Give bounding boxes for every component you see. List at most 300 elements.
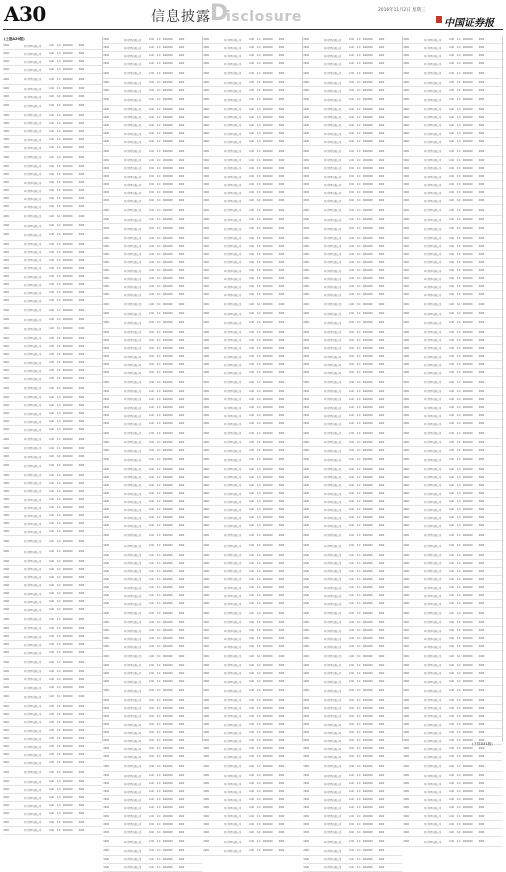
table-cell: 基金管理有限公司 [23,283,42,287]
table-cell: 0000000 [62,87,73,91]
table-cell: 基金管理有限公司 [423,199,442,203]
table-cell: 0000000 [62,344,73,348]
table-cell: 0000 [203,822,210,826]
table-row [403,804,502,812]
table-cell: 0000 [178,814,185,818]
table-cell: 0000 [3,308,10,312]
table-cell: 0.0 [256,227,261,231]
table-cell: 0000000 [62,164,73,168]
table-cell: 0.00 [349,830,354,834]
table-cell: 0.00 [249,577,254,581]
table-cell: 0000 [178,774,185,778]
table-cell: 0000000 [362,764,373,768]
table-row [303,235,402,243]
table-cell: 0000 [403,269,410,273]
table-cell: 0000 [303,822,310,826]
table-cell: 0000000 [162,107,173,111]
table-cell: 基金管理有限公司 [23,729,42,733]
table-cell: 0.0 [156,89,161,93]
table-cell: 0000 [3,266,10,270]
table-cell: 0000000 [262,414,273,418]
table-cell: 0000 [178,645,185,649]
table-cell: 基金管理有限公司 [123,554,142,558]
table-cell: 0000000 [462,191,473,195]
table-cell: 0.00 [449,723,454,727]
table-cell: 0000 [178,798,185,802]
table-cell: 0000 [378,191,385,195]
table-cell: 0.0 [356,38,361,42]
table-row [403,498,502,506]
table-cell: 0000000 [262,671,273,675]
table-row [103,514,202,522]
table-cell: 0000000 [62,283,73,287]
table-cell: 0.0 [256,483,261,487]
table-cell: 0000000 [362,500,373,504]
table-cell: 0.00 [149,483,154,487]
table-cell: 0.0 [56,412,61,416]
table-row [3,472,102,480]
table-row [303,753,402,761]
table-cell: 0000000 [362,363,373,367]
table-cell: 0000000 [462,54,473,58]
table-row [3,85,102,93]
table-cell: 0000 [78,283,85,287]
table-row [403,552,502,560]
table-cell: 0000000 [262,594,273,598]
table-cell: 0000 [203,755,210,759]
table-cell: 0000 [103,553,110,557]
table-row [303,592,402,600]
table-cell: 0.0 [256,508,261,512]
table-cell: 0.0 [256,330,261,334]
table-cell: 0000 [3,77,10,81]
table-cell: 0.00 [149,467,154,471]
table-row [103,197,202,205]
table-cell: 0000 [478,544,485,548]
table-cell: 0000000 [462,467,473,471]
table-cell: 0000000 [362,475,373,479]
table-row [3,195,102,203]
table-cell: 基金管理有限公司 [123,441,142,445]
table-cell: 0000000 [162,714,173,718]
table-cell: 基金管理有限公司 [423,116,442,120]
table-cell: 0000000 [462,755,473,759]
table-cell: 0000 [403,814,410,818]
table-cell: 0000 [403,218,410,222]
table-cell: 基金管理有限公司 [223,321,242,325]
table-row [103,44,202,52]
table-cell: 0000 [78,498,85,502]
table-cell: 0000 [403,321,410,325]
table-cell: 0000 [78,104,85,108]
table-cell: 0.0 [456,467,461,471]
table-cell: 0000 [378,346,385,350]
table-cell: 0000000 [62,377,73,381]
table-cell: 0000 [303,561,310,565]
table-cell: 基金管理有限公司 [323,253,342,257]
table-cell: 0000 [78,522,85,526]
table-cell: 0000 [178,500,185,504]
table-cell: 基金管理有限公司 [423,98,442,102]
table-row [403,821,502,829]
table-cell: 0000000 [262,731,273,735]
table-cell: 0.0 [156,406,161,410]
table-cell: 0.00 [149,822,154,826]
table-cell: 0.00 [49,138,54,142]
table-cell: 基金管理有限公司 [123,629,142,633]
table-row [3,819,102,827]
table-cell: 0.0 [356,269,361,273]
table-cell: 0.0 [356,54,361,58]
table-row [303,428,402,439]
table-cell: 0.00 [49,113,54,117]
table-row [403,780,502,788]
table-cell: 0000 [203,89,210,93]
table-cell: 0.0 [356,183,361,187]
table-row [103,310,202,318]
table-cell: 0000000 [462,236,473,240]
table-cell: 0000000 [362,731,373,735]
table-cell: 0.00 [449,698,454,702]
table-cell: 0000 [403,840,410,844]
table-cell: 0.00 [449,312,454,316]
table-cell: 0.00 [49,635,54,639]
table-row [203,243,302,251]
table-cell: 0.0 [256,629,261,633]
table-cell: 基金管理有限公司 [123,823,142,827]
table-cell: 0000 [378,671,385,675]
table-row [203,95,302,106]
table-cell: 0.00 [249,782,254,786]
table-cell: 基金管理有限公司 [123,363,142,367]
table-cell: 基金管理有限公司 [223,790,242,794]
table-cell: 基金管理有限公司 [123,570,142,574]
table-cell: 0000 [303,269,310,273]
table-cell: 0.0 [456,620,461,624]
table-cell: 0000000 [462,158,473,162]
table-cell: 0000000 [162,166,173,170]
table-cell: 基金管理有限公司 [323,508,342,512]
table-cell: 0.00 [449,586,454,590]
table-cell: 0.00 [449,524,454,528]
table-cell: 0000000 [362,330,373,334]
table-cell: 0.0 [356,380,361,384]
table-cell: 0000000 [262,140,273,144]
table-cell: 0.0 [456,629,461,633]
table-cell: 0.0 [256,714,261,718]
table-cell: 0.0 [256,269,261,273]
table-cell: 0000 [403,285,410,289]
table-row [103,482,202,490]
table-cell: 0.00 [149,475,154,479]
table-cell: 0000 [78,788,85,792]
table-cell: 0000 [303,440,310,444]
table-cell: 0000000 [62,233,73,237]
table-cell: 0000 [303,208,310,212]
table-cell: 0000 [378,467,385,471]
table-row [303,216,402,224]
table-row [103,181,202,189]
table-cell: 0000 [178,806,185,810]
table-cell: 0.00 [149,54,154,58]
table-cell: 0000000 [62,559,73,563]
table-cell: 0000 [178,269,185,273]
table-cell: 0000000 [162,764,173,768]
table-row [403,713,502,721]
table-cell: 0000000 [62,361,73,365]
table-cell: 基金管理有限公司 [23,275,42,279]
table-cell: 0.0 [356,208,361,212]
table-cell: 0000 [403,645,410,649]
table-row [203,686,302,697]
table-cell: 基金管理有限公司 [123,227,142,231]
table-cell: 0000000 [62,138,73,142]
table-row [103,804,202,812]
table-row [203,729,302,737]
table-cell: 0.00 [349,208,354,212]
table-cell: 0000 [103,798,110,802]
table-row [103,837,202,848]
table-cell: 0.00 [249,71,254,75]
table-cell: 0000 [78,369,85,373]
table-cell: 基金管理有限公司 [23,387,42,391]
table-cell: 0.00 [449,422,454,426]
table-cell: 基金管理有限公司 [123,159,142,163]
table-cell: 0000 [203,508,210,512]
table-cell: 0.0 [256,422,261,426]
table-cell: 0.0 [56,695,61,699]
table-row [303,466,402,474]
table-cell: 0000 [403,414,410,418]
table-cell: 0000 [203,38,210,42]
table-cell: 0000 [203,71,210,75]
table-row [303,447,402,455]
table-cell: 基金管理有限公司 [423,167,442,171]
table-cell: 基金管理有限公司 [123,140,142,144]
table-cell: 0.0 [156,620,161,624]
table-cell: 0000 [178,346,185,350]
table-cell: 0000 [178,755,185,759]
table-cell: 0000 [278,440,285,444]
table-cell: 0.0 [256,208,261,212]
table-cell: 基金管理有限公司 [323,237,342,241]
table-cell: 0000 [178,149,185,153]
table-cell: 0000000 [162,755,173,759]
table-cell: 0.00 [349,516,354,520]
table-row [3,152,102,163]
table-cell: 0000 [203,467,210,471]
table-row [403,428,502,439]
table-cell: 0000 [103,389,110,393]
table-cell: 0000 [303,755,310,759]
table-cell: 0000000 [62,172,73,176]
table-cell: 0.0 [356,431,361,435]
table-cell: 0000 [478,46,485,50]
table-row [203,447,302,455]
table-cell: 0000000 [362,798,373,802]
table-cell: 基金管理有限公司 [123,347,142,351]
table-row [3,203,102,211]
table-cell: 基金管理有限公司 [123,390,142,394]
table-cell: 基金管理有限公司 [223,269,242,273]
table-cell: 0.00 [149,689,154,693]
table-cell: 0000000 [162,533,173,537]
table-cell: 0000 [303,380,310,384]
table-cell: 0000 [203,236,210,240]
table-cell: 基金管理有限公司 [423,191,442,195]
table-cell: 基金管理有限公司 [223,347,242,351]
table-cell: 0000 [203,449,210,453]
table-cell: 0000 [403,739,410,743]
table-cell: 0000 [3,395,10,399]
table-cell: 0000 [203,602,210,606]
table-cell: 0000 [303,629,310,633]
table-cell: 基金管理有限公司 [223,227,242,231]
table-cell: 0.00 [149,620,154,624]
table-cell: 0.0 [156,115,161,119]
table-cell: 基金管理有限公司 [223,831,242,835]
table-cell: 0.0 [156,629,161,633]
table-cell: 0.0 [456,208,461,212]
table-cell: 0.00 [249,175,254,179]
table-cell: 0000 [278,46,285,50]
table-row [403,267,502,275]
table-row [203,466,302,474]
table-cell: 0000 [203,98,210,102]
table-cell: 0.00 [249,508,254,512]
table-cell: 0000000 [262,397,273,401]
table-cell: 0.0 [56,181,61,185]
table-cell: 0000 [78,695,85,699]
table-cell: 0.00 [349,475,354,479]
table-cell: 0.00 [349,269,354,273]
table-row [203,345,302,353]
table-cell: 0.0 [156,739,161,743]
table-cell: 0.0 [456,577,461,581]
table-cell: 0000 [378,764,385,768]
table-cell: 0000 [278,637,285,641]
table-cell: 0.0 [156,524,161,528]
table-cell: 0000 [378,218,385,222]
table-cell: 0000000 [462,355,473,359]
table-cell: 0.0 [256,524,261,528]
table-cell: 0.0 [456,611,461,615]
table-row [3,351,102,359]
table-cell: 0000 [303,569,310,573]
table-cell: 基金管理有限公司 [223,747,242,751]
table-cell: 0000 [303,312,310,316]
table-cell: 0000000 [262,431,273,435]
table-cell: 0000 [103,166,110,170]
table-cell: 0000 [178,397,185,401]
table-cell: 0000 [78,677,85,681]
table-cell: 0000000 [362,492,373,496]
table-row [103,275,202,283]
table-cell: 基金管理有限公司 [323,723,342,727]
table-cell: 0000 [403,524,410,528]
table-cell: 0.0 [456,723,461,727]
table-cell: 0000000 [162,849,173,853]
section-title-en: isclosure [226,9,302,25]
table-cell: 0000 [3,669,10,673]
table-cell: 0000000 [462,321,473,325]
table-cell: 0000000 [62,446,73,450]
table-cell: 0000000 [462,594,473,598]
table-row [203,157,302,165]
table-cell: 0000 [78,804,85,808]
table-cell: 0000000 [62,729,73,733]
table-cell: 0000000 [162,285,173,289]
table-cell: 0000 [303,857,310,861]
table-cell: 0000 [3,275,10,279]
table-cell: 0.0 [356,312,361,316]
table-row [303,455,402,466]
table-cell: 0.0 [56,737,61,741]
table-cell: 基金管理有限公司 [223,218,242,222]
table-cell: 基金管理有限公司 [23,550,42,554]
table-cell: 基金管理有限公司 [123,355,142,359]
table-cell: 0000 [403,764,410,768]
table-cell: 基金管理有限公司 [23,361,42,365]
table-cell: 0.00 [349,54,354,58]
table-cell: 基金管理有限公司 [123,458,142,462]
table-cell: 0.00 [249,449,254,453]
table-cell: 0000 [303,714,310,718]
table-cell: 0.00 [249,458,254,462]
table-cell: 基金管理有限公司 [423,72,442,76]
table-cell: 0000 [278,798,285,802]
table-cell: 0000 [203,782,210,786]
table-row [103,796,202,804]
table-cell: 0000000 [162,654,173,658]
table-cell: 0000000 [262,569,273,573]
table-cell: 0000000 [62,121,73,125]
table-cell: 基金管理有限公司 [223,664,242,668]
table-cell: 基金管理有限公司 [223,458,242,462]
table-cell: 0000000 [262,706,273,710]
table-cell: 0000 [478,723,485,727]
table-cell: 0.0 [456,458,461,462]
table-cell: 0000 [378,569,385,573]
table-cell: 基金管理有限公司 [223,508,242,512]
table-cell: 0000 [278,714,285,718]
table-cell: 0000 [403,544,410,548]
table-cell: 0.00 [149,458,154,462]
table-cell: 0.0 [456,739,461,743]
table-cell: 0.00 [449,252,454,256]
table-cell: 0.0 [456,500,461,504]
table-cell: 0000 [403,227,410,231]
table-cell: 0000000 [162,747,173,751]
table-cell: 0000 [403,569,410,573]
table-cell: 0.00 [149,183,154,187]
table-cell: 0000 [278,602,285,606]
table-cell: 0000 [403,355,410,359]
table-row [3,375,102,383]
table-cell: 0000 [178,191,185,195]
table-cell: 0000000 [362,293,373,297]
table-cell: 0.0 [156,363,161,367]
table-cell: 0000 [203,46,210,50]
table-cell: 0.00 [149,569,154,573]
table-cell: 基金管理有限公司 [323,840,342,844]
table-cell: 0.00 [49,737,54,741]
table-row [303,44,402,52]
table-row [3,657,102,668]
table-cell: 0.00 [349,46,354,50]
table-cell: 基金管理有限公司 [323,782,342,786]
table-row [103,130,202,138]
